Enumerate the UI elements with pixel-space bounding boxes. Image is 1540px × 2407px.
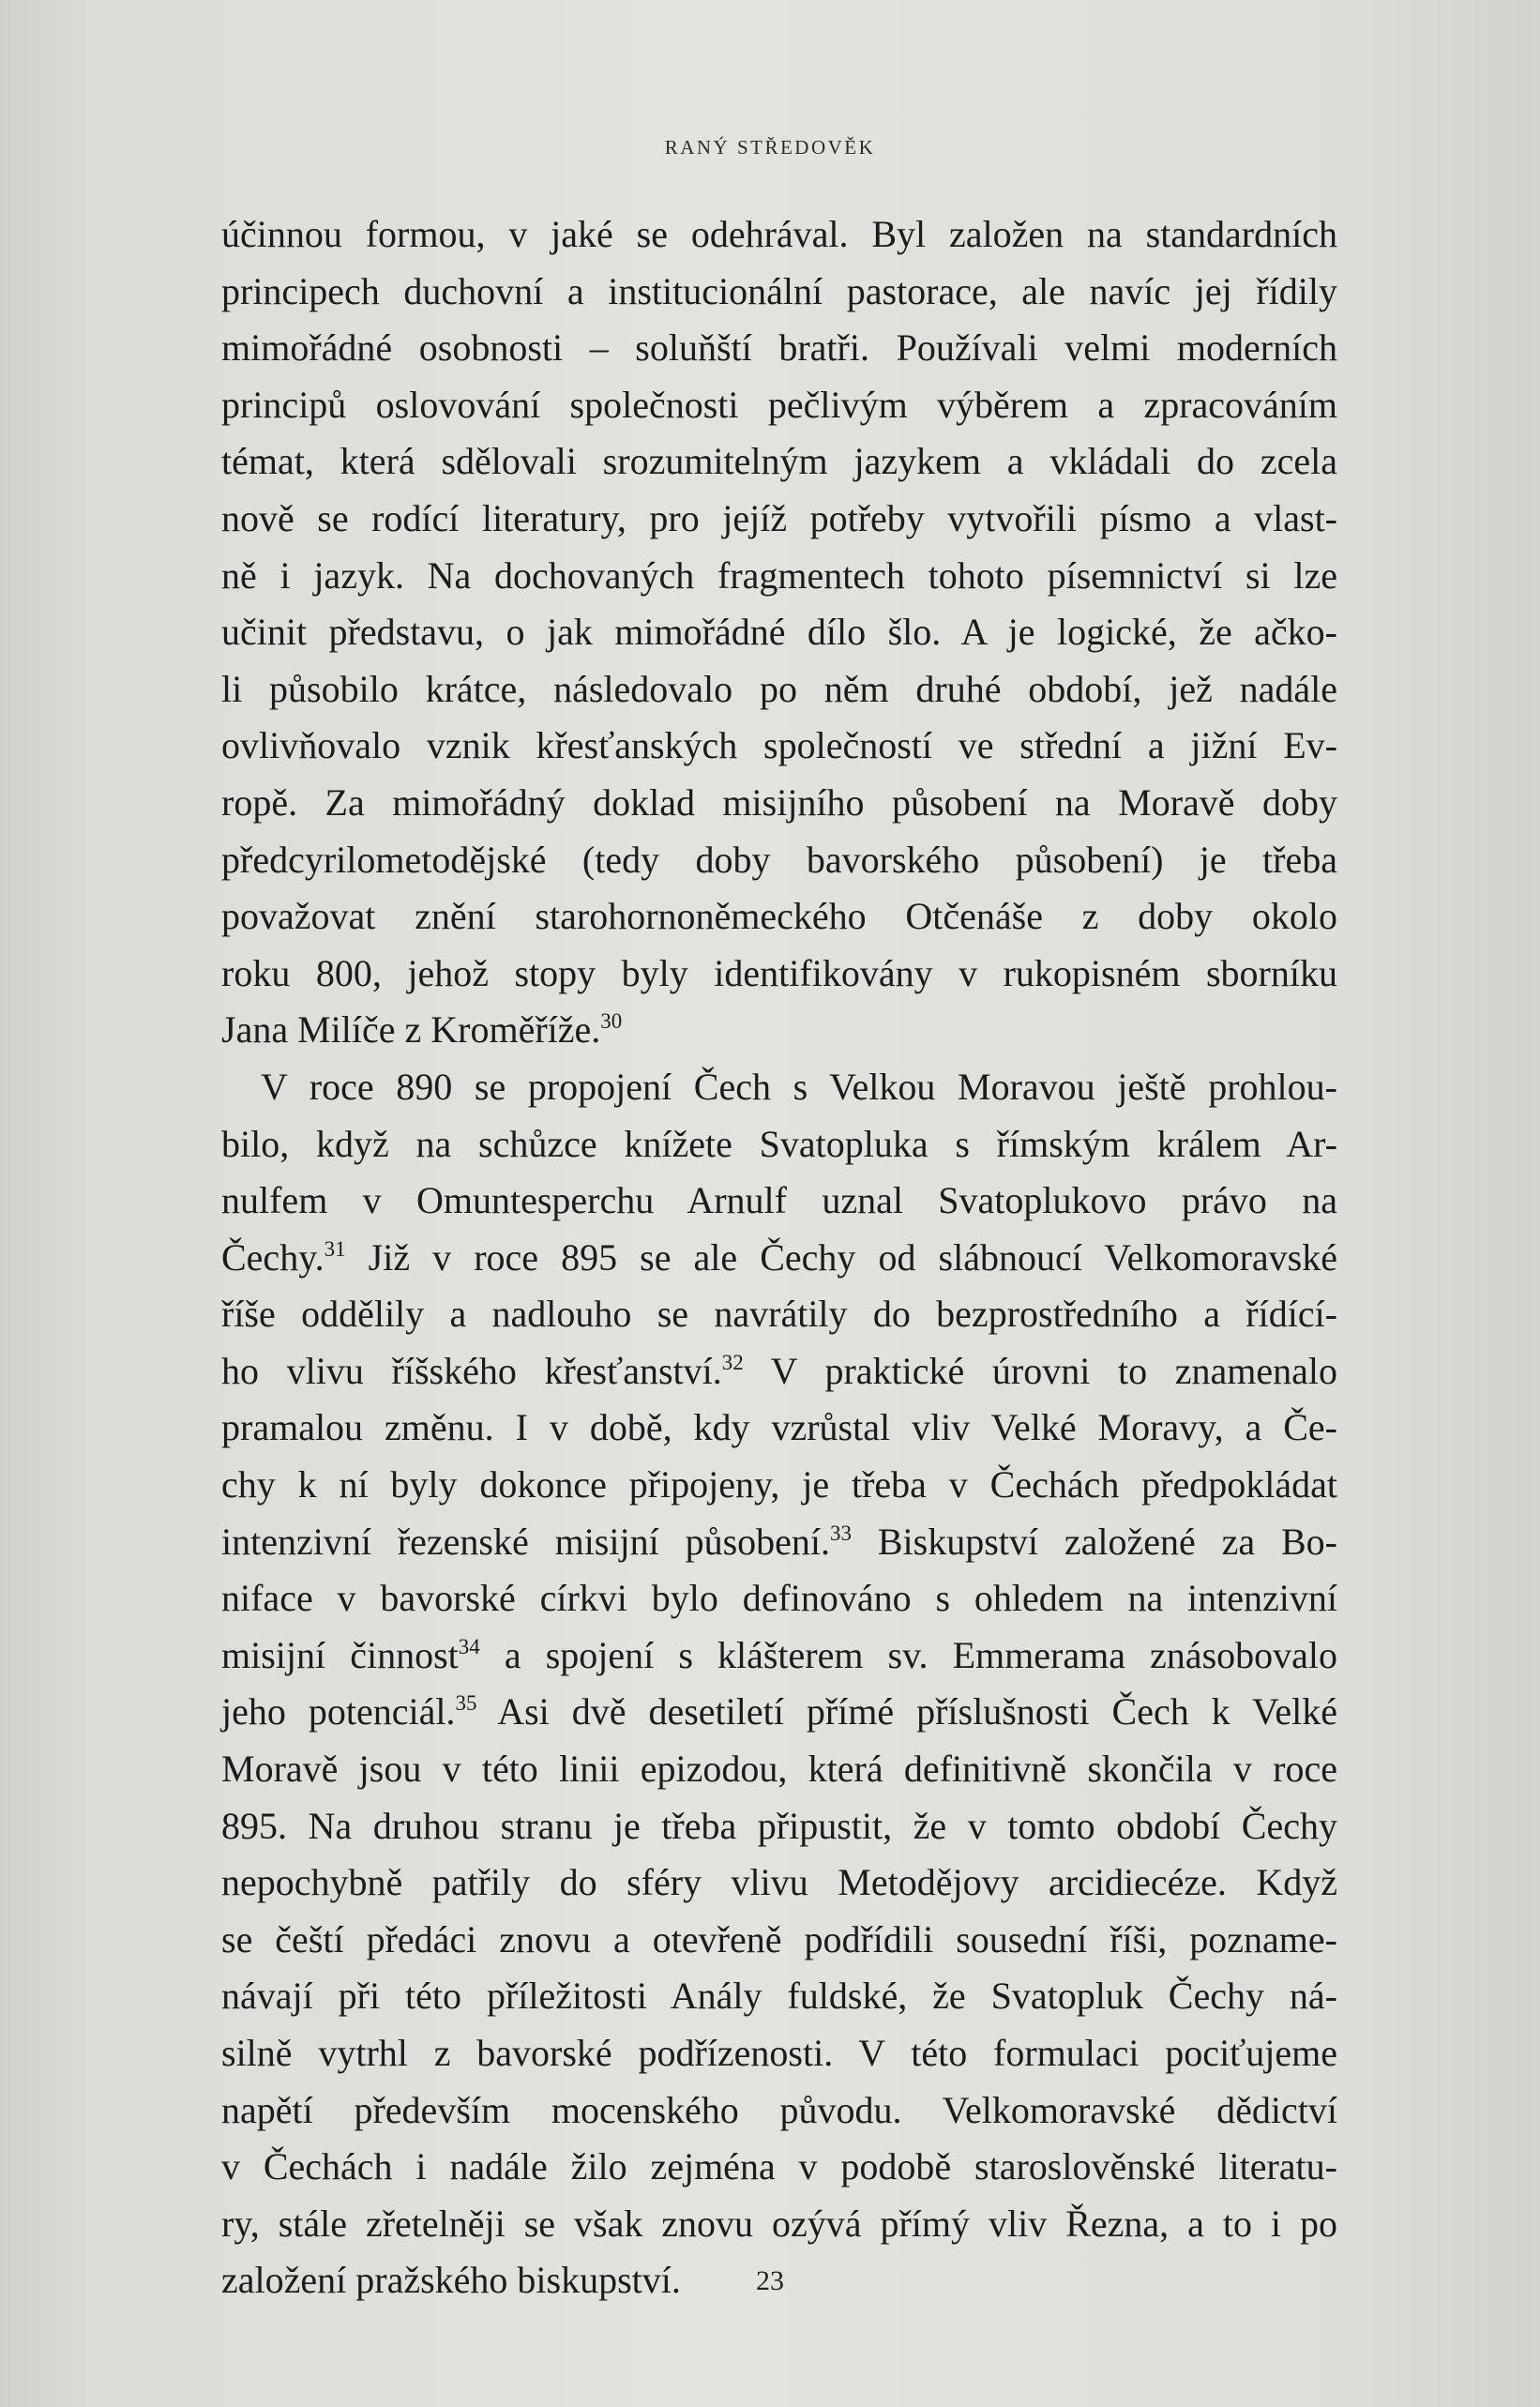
text-line: ovlivňovalo vznik křesťanských společností ve střední a jižní Ev-: [221, 724, 1337, 767]
text-segment: ho vlivu říšského křesťanství.: [221, 1349, 722, 1392]
text-line: silně vytrhl z bavorské podřízenosti. V této formulaci pociťujeme: [221, 2032, 1337, 2074]
text-line: považovat znění starohornoněmeckého Otčenáše z doby okolo: [221, 895, 1337, 938]
text-segment: misijní činnost: [221, 1633, 459, 1676]
footnote-ref: 34: [458, 1634, 480, 1658]
footnote-ref: 32: [721, 1350, 744, 1374]
footnote-ref: 30: [600, 1009, 623, 1034]
text-segment: jeho potenciál.: [221, 1690, 456, 1733]
text-line: pramalou změnu. I v době, kdy vzrůstal vliv Velké Moravy, a Če-: [221, 1406, 1337, 1449]
text-line: [221, 1627, 1337, 1685]
text-line: ropě. Za mimořádný doklad misijního působení na Moravě doby: [221, 780, 1337, 824]
page-number: 23: [756, 2265, 784, 2296]
text-line: nulfem v Omuntesperchu Arnulf uznal Svatoplukovo právo na: [221, 1179, 1337, 1222]
text-line: nově se rodící literatury, pro jejíž potřeby vytvořili písmo a vlast-: [221, 496, 1337, 539]
text-line: učinit představu, o jak mimořádné dílo šlo. A je logické, že ačko-: [221, 611, 1337, 654]
text-line: principech duchovní a institucionální pastorace, ale navíc jej řídily: [221, 269, 1337, 312]
text-line: V roce 890 se propojení Čech s Velkou Moravou ještě prohlou-: [261, 1065, 1337, 1108]
text-line: [221, 1514, 1337, 1571]
text-line: založení pražského biskupství.: [221, 2259, 681, 2302]
text-line: roku 800, jehož stopy byly identifikovány v rukopisném sborníku: [221, 951, 1337, 994]
text-line: [221, 1002, 1337, 1059]
footnote-ref: 31: [324, 1236, 346, 1261]
text-segment: Jana Milíče z Kroměříže.: [221, 1008, 601, 1052]
text-line: v Čechách i nadále žilo zejména v podobě staroslověnské literatu-: [221, 2145, 1337, 2188]
text-segment: a spojení s klášterem sv. Emmerama znásobovalo: [504, 1633, 1337, 1676]
text-segment: intenzivní řezenské misijní působení.: [221, 1520, 831, 1563]
text-line: Moravě jsou v této linii epizodou, která definitivně skončila v roce: [221, 1748, 1337, 1791]
text-segment: Biskupství založené za Bo-: [877, 1520, 1337, 1563]
text-segment: Čechy.: [221, 1235, 325, 1279]
text-line: bilo, když na schůzce knížete Svatopluka s římským králem Ar-: [221, 1122, 1337, 1165]
text-line: témat, která sdělovali srozumitelným jazykem a vkládali do zcela: [221, 440, 1337, 483]
footnote-ref: 35: [455, 1691, 477, 1716]
body-text: [221, 206, 1337, 2309]
text-line: mimořádné osobnosti – soluňští bratři. Používali velmi moderních: [221, 326, 1337, 370]
text-line: li působilo krátce, následovalo po něm druhé období, jež nadále: [221, 667, 1337, 710]
text-line: nepochybně patřily do sféry vlivu Metodějovy arcidiecéze. Když: [221, 1861, 1337, 1904]
footnote-ref: 33: [830, 1521, 853, 1545]
text-line: ry, stále zřetelněji se však znovu ozývá přímý vliv Řezna, a to i po: [221, 2202, 1337, 2245]
text-line: chy k ní byly dokonce připojeny, je třeba v Čechách předpokládat: [221, 1463, 1337, 1506]
text-line: říše oddělily a nadlouho se navrátily do bezprostředního a řídící-: [221, 1293, 1337, 1336]
text-line: principů oslovování společnosti pečlivým výběrem a zpracováním: [221, 383, 1337, 426]
text-line: 895. Na druhou stranu je třeba připustit, že v tomto období Čechy: [221, 1804, 1337, 1847]
text-segment: V praktické úrovni to znamenalo: [770, 1349, 1337, 1392]
text-line: předcyrilometodějské (tedy doby bavorského působení) je třeba: [221, 838, 1337, 881]
text-line: [221, 1684, 1337, 1741]
running-head: RANÝ STŘEDOVĚK: [664, 136, 876, 159]
text-line: [221, 1230, 1337, 1287]
text-line: návají při této příležitosti Anály fuldské, že Svatopluk Čechy ná-: [221, 1975, 1337, 2018]
text-line: napětí především mocenského původu. Velkomoravské dědictví: [221, 2088, 1337, 2131]
text-line: [221, 1343, 1337, 1400]
text-line: niface v bavorské církvi bylo definováno s ohledem na intenzivní: [221, 1577, 1337, 1620]
text-segment: Asi dvě desetiletí přímé příslušnosti Čech k Velké: [497, 1690, 1337, 1733]
text-line: účinnou formou, v jaké se odehrával. Byl založen na standardních: [221, 213, 1337, 255]
text-line: se čeští předáci znovu a otevřeně podřídili sousední říši, pozname-: [221, 1917, 1337, 1960]
text-line: ně i jazyk. Na dochovaných fragmentech tohoto písemnictví si lze: [221, 553, 1337, 597]
text-segment: Již v roce 895 se ale Čechy od slábnoucí Velkomoravské: [368, 1235, 1338, 1279]
